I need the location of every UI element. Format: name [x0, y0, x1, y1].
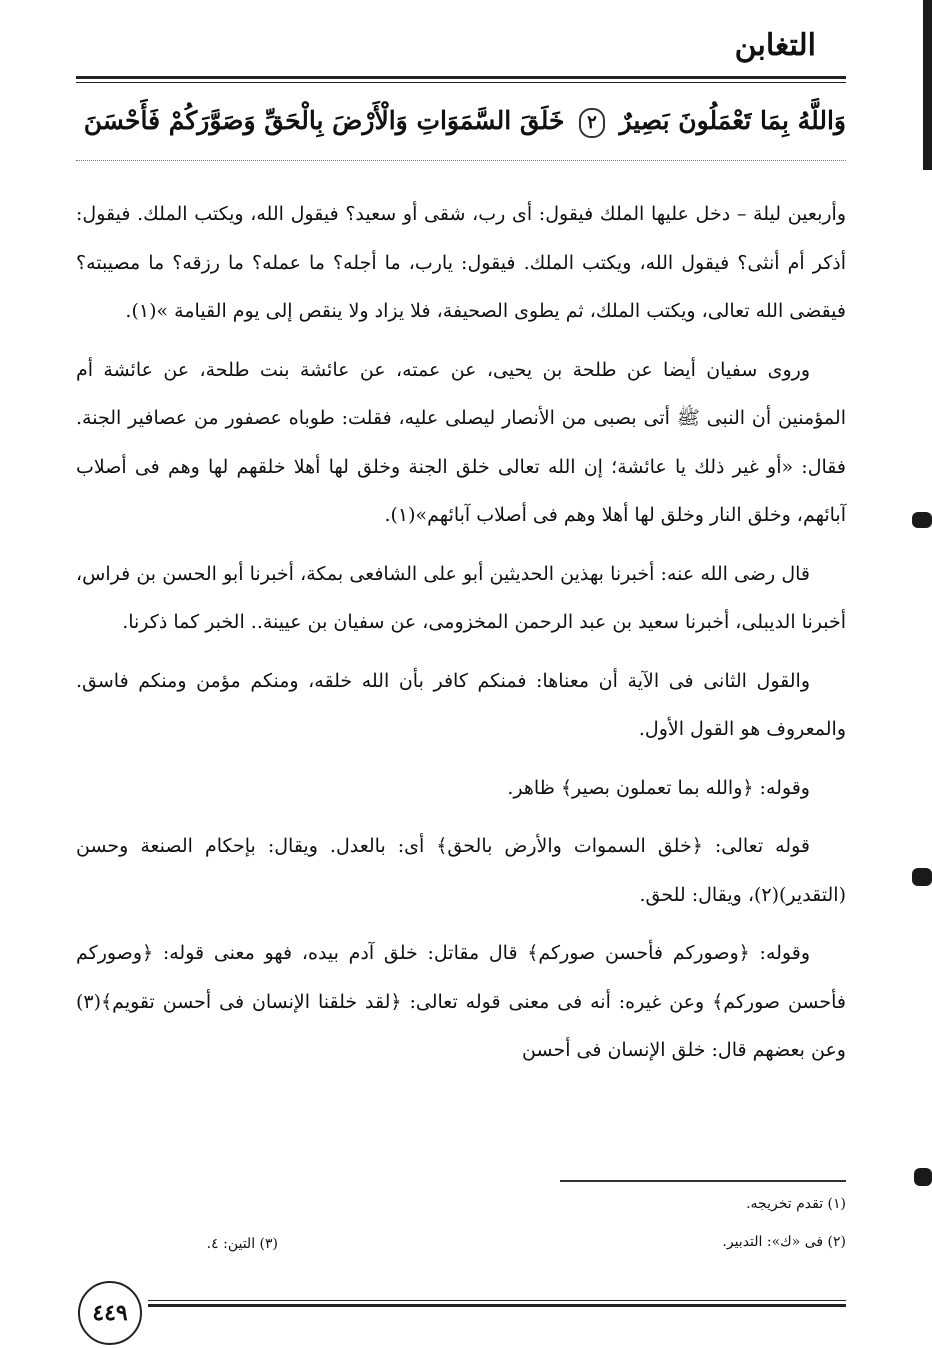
- binding-edge: [923, 0, 932, 170]
- verse-text-part2: خَلَقَ السَّمَوَاتِ وَالْأَرْضَ بِالْحَقِّ وَصَوَّرَكُمْ فَأَحْسَنَ: [83, 106, 565, 135]
- paragraph: وقوله: ﴿وصوركم فأحسن صوركم﴾ قال مقاتل: خلق آدم بيده، فهو معنى قوله: ﴿وصوركم فأحسن صوركم﴾ وعن غيره: أنه فى معنى قوله تعالى: ﴿لقد خلقنا الإنسان فى أحسن تقويم﴾(٣) وعن بعضهم قال: خلق الإنسان فى أحسن: [76, 942, 846, 1061]
- header-rule-bottom: [76, 82, 846, 83]
- surah-title: التغابن: [734, 28, 816, 63]
- verse-text-part1: وَاللَّهُ بِمَا تَعْمَلُونَ بَصِيرٌ: [619, 106, 846, 135]
- footnote-1: (١) تقدم تخريجه.: [746, 1196, 846, 1212]
- footnote-separator: [560, 1180, 846, 1182]
- quran-verse-line: [76, 96, 846, 146]
- paragraph: وأربعين ليلة – دخل عليها الملك فيقول: أى رب، شقى أو سعيد؟ فيقول الله، ويكتب الملك. فيقول: أذكر أم أنثى؟ فيقول الله، ويكتب الملك. فيقول: يارب، ما أجله؟ ما عمله؟ ما رزقه؟ ما مصيبته؟ فيقضى الله تعالى، ويكتب الملك، ثم يطوى الصحيفة، فلا يزاد ولا ينقص إلى يوم القيامة »(١).: [76, 203, 846, 322]
- margin-mark: [912, 512, 932, 528]
- paragraph: والقول الثانى فى الآية أن معناها: فمنكم كافر بأن الله خلقه، ومنكم مؤمن ومنكم فاسق. والمعروف هو القول الأول.: [76, 669, 846, 740]
- footnote-2: (٢) فى «ك»: التدبير.: [722, 1234, 846, 1250]
- commentary-text: [76, 190, 846, 1085]
- margin-mark: [914, 1168, 932, 1186]
- footnote-3: (٣) التين: ٤.: [206, 1236, 278, 1252]
- verse-number: ٢: [579, 108, 605, 138]
- paragraph: وروى سفيان أيضا عن طلحة بن يحيى، عن عمته، عن عائشة بنت طلحة، عن عائشة أم المؤمنين أن النبى ﷺ أتى بصبى من الأنصار ليصلى عليه، فقلت: طوباه عصفور من عصافير الجنة. فقال: «أو غير ذلك يا عائشة؛ إن الله تعالى خلق الجنة وخلق لها أهلا خلقهم لها وهم فى أصلاب آبائهم، وخلق النار وخلق لها أهلا وهم فى أصلاب آبائهم»(١).: [76, 358, 846, 526]
- paragraph: وقوله: ﴿والله بما تعملون بصير﴾ ظاهر.: [507, 776, 810, 799]
- paragraph: قوله تعالى: ﴿خلق السموات والأرض بالحق﴾ أى: بالعدل. ويقال: بإحكام الصنعة وحسن (التقدير)(٢)، ويقال: للحق.: [76, 835, 846, 906]
- paragraph: قال رضى الله عنه: أخبرنا بهذين الحديثين أبو على الشافعى بمكة، أخبرنا أبو الحسن بن فراس، أخبرنا الديبلى، أخبرنا سعيد بن عبد الرحمن المخزومى، عن سفيان بن عيينة.. الخبر كما ذكرنا.: [76, 562, 846, 633]
- footer-rule-top: [148, 1300, 846, 1301]
- page-number-badge: [78, 1281, 142, 1345]
- footer-rule-bottom: [148, 1304, 846, 1307]
- verse-separator: [76, 160, 846, 161]
- margin-mark: [912, 868, 932, 886]
- page-number: ٤٤٩: [92, 1300, 128, 1326]
- header-rule-top: [76, 76, 846, 79]
